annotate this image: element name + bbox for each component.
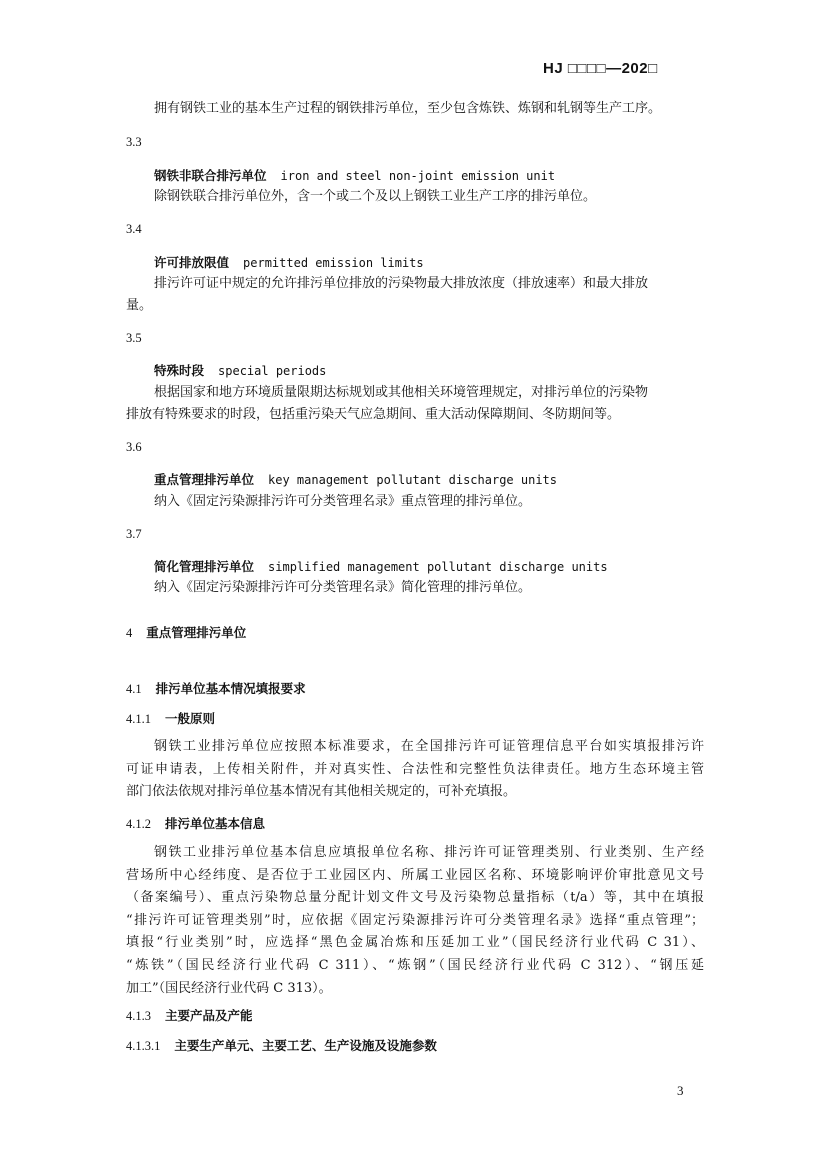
clause-paragraph — [126, 736, 704, 804]
subsection-title: 排污单位基本情况填报要求 — [155, 681, 306, 696]
term-heading — [154, 166, 555, 184]
document-code-header: HJ □□□□—202□ — [543, 60, 658, 77]
term-definition: 除钢铁联合排污单位外，含一个或二个及以上钢铁工业生产工序的排污单位。 — [154, 189, 597, 204]
clause-heading — [126, 709, 215, 727]
clause-number: 4.1.1 — [126, 712, 151, 726]
term-number: 3.5 — [126, 331, 142, 345]
term-zh: 简化管理排污单位 — [154, 559, 255, 574]
clause-number: 4.1.3 — [126, 1009, 151, 1023]
section-heading — [126, 623, 246, 641]
term-definition-cont: 量。 — [126, 298, 153, 313]
paragraph-line: 部门依法依规对排污单位基本情况有其他相关规定的，可补充填报。 — [126, 784, 517, 800]
paragraph-line: “排污许可证管理类别”时，应依据《固定污染源排污许可分类管理名录》选择“重点管理”； — [126, 912, 704, 928]
term-definition-cont: 排放有特殊要求的时段，包括重污染天气应急期间、重大活动保障期间、冬防期间等。 — [126, 407, 621, 422]
subsection-number: 4.1 — [126, 682, 142, 696]
term-en: permitted emission limits — [243, 256, 424, 270]
paragraph-line: 钢铁工业排污单位应按照本标准要求，在全国排污许可证管理信息平台如实填报排污许 — [154, 739, 704, 754]
term-number: 3.6 — [126, 440, 142, 454]
term-number: 3.7 — [126, 527, 142, 541]
section-number: 4 — [126, 626, 133, 640]
clause-heading — [126, 1036, 437, 1054]
term-en: iron and steel non-joint emission unit — [280, 169, 556, 183]
paragraph-line: 营场所中心经纬度、是否位于工业园区内、所属工业园区名称、环境影响评价审批意见文号 — [126, 867, 704, 883]
clause-title: 主要产品及产能 — [165, 1008, 253, 1023]
clause-number: 4.1.2 — [126, 817, 151, 831]
paragraph-line: 填报“行业类别”时，应选择“黑色金属冶炼和压延加工业”（国民经济行业代码 C 31）、 — [126, 935, 704, 951]
term-zh: 特殊时段 — [154, 363, 205, 378]
paragraph-line: （备案编号）、重点污染物总量分配计划文件文号及污染物总量指标（t/a）等，其中在填报 — [126, 890, 704, 906]
term-heading — [154, 253, 424, 271]
paragraph-line: “炼铁”（国民经济行业代码 C 311）、“炼钢”（国民经济行业代码 C 312）、“钢压延 — [126, 957, 704, 973]
term-zh: 重点管理排污单位 — [154, 472, 255, 487]
term-definition: 根据国家和地方环境质量限期达标规划或其他相关环境管理规定，对排污单位的污染物 — [154, 385, 649, 400]
term-zh: 许可排放限值 — [154, 255, 230, 270]
intro-line: 拥有钢铁工业的基本生产过程的钢铁排污单位，至少包含炼铁、炼钢和轧钢等生产工序。 — [154, 101, 662, 116]
term-en: special periods — [218, 364, 327, 378]
paragraph-line: 可证申请表，上传相关附件，并对真实性、合法性和完整性负法律责任。地方生态环境主管 — [126, 761, 704, 777]
paragraph-line: 钢铁工业排污单位基本信息应填报单位名称、排污许可证管理类别、行业类别、生产经 — [154, 845, 704, 860]
subsection-heading — [126, 679, 306, 697]
term-number: 3.4 — [126, 222, 142, 236]
section-title: 重点管理排污单位 — [146, 625, 247, 640]
term-en: simplified management pollutant discharge units — [268, 560, 608, 574]
term-heading — [154, 470, 557, 488]
term-en: key management pollutant discharge units — [268, 473, 557, 487]
term-heading — [154, 557, 608, 575]
clause-title: 排污单位基本信息 — [165, 816, 266, 831]
clause-title: 一般原则 — [165, 711, 216, 726]
term-zh: 钢铁非联合排污单位 — [154, 168, 267, 183]
term-number: 3.3 — [126, 135, 142, 149]
page-number: 3 — [677, 1083, 684, 1098]
paragraph-line: 加工”（国民经济行业代码 C 313）。 — [126, 980, 332, 996]
term-heading — [154, 361, 326, 379]
term-definition: 纳入《固定污染源排污许可分类管理名录》重点管理的排污单位。 — [154, 494, 532, 509]
clause-heading — [126, 1006, 253, 1024]
term-definition: 排污许可证中规定的允许排污单位排放的污染物最大排放浓度（排放速率）和最大排放 — [154, 276, 649, 291]
clause-heading — [126, 814, 265, 832]
clause-paragraph — [126, 842, 704, 1000]
clause-number: 4.1.3.1 — [126, 1039, 161, 1053]
term-definition: 纳入《固定污染源排污许可分类管理名录》简化管理的排污单位。 — [154, 580, 532, 595]
clause-title: 主要生产单元、主要工艺、生产设施及设施参数 — [174, 1038, 437, 1053]
